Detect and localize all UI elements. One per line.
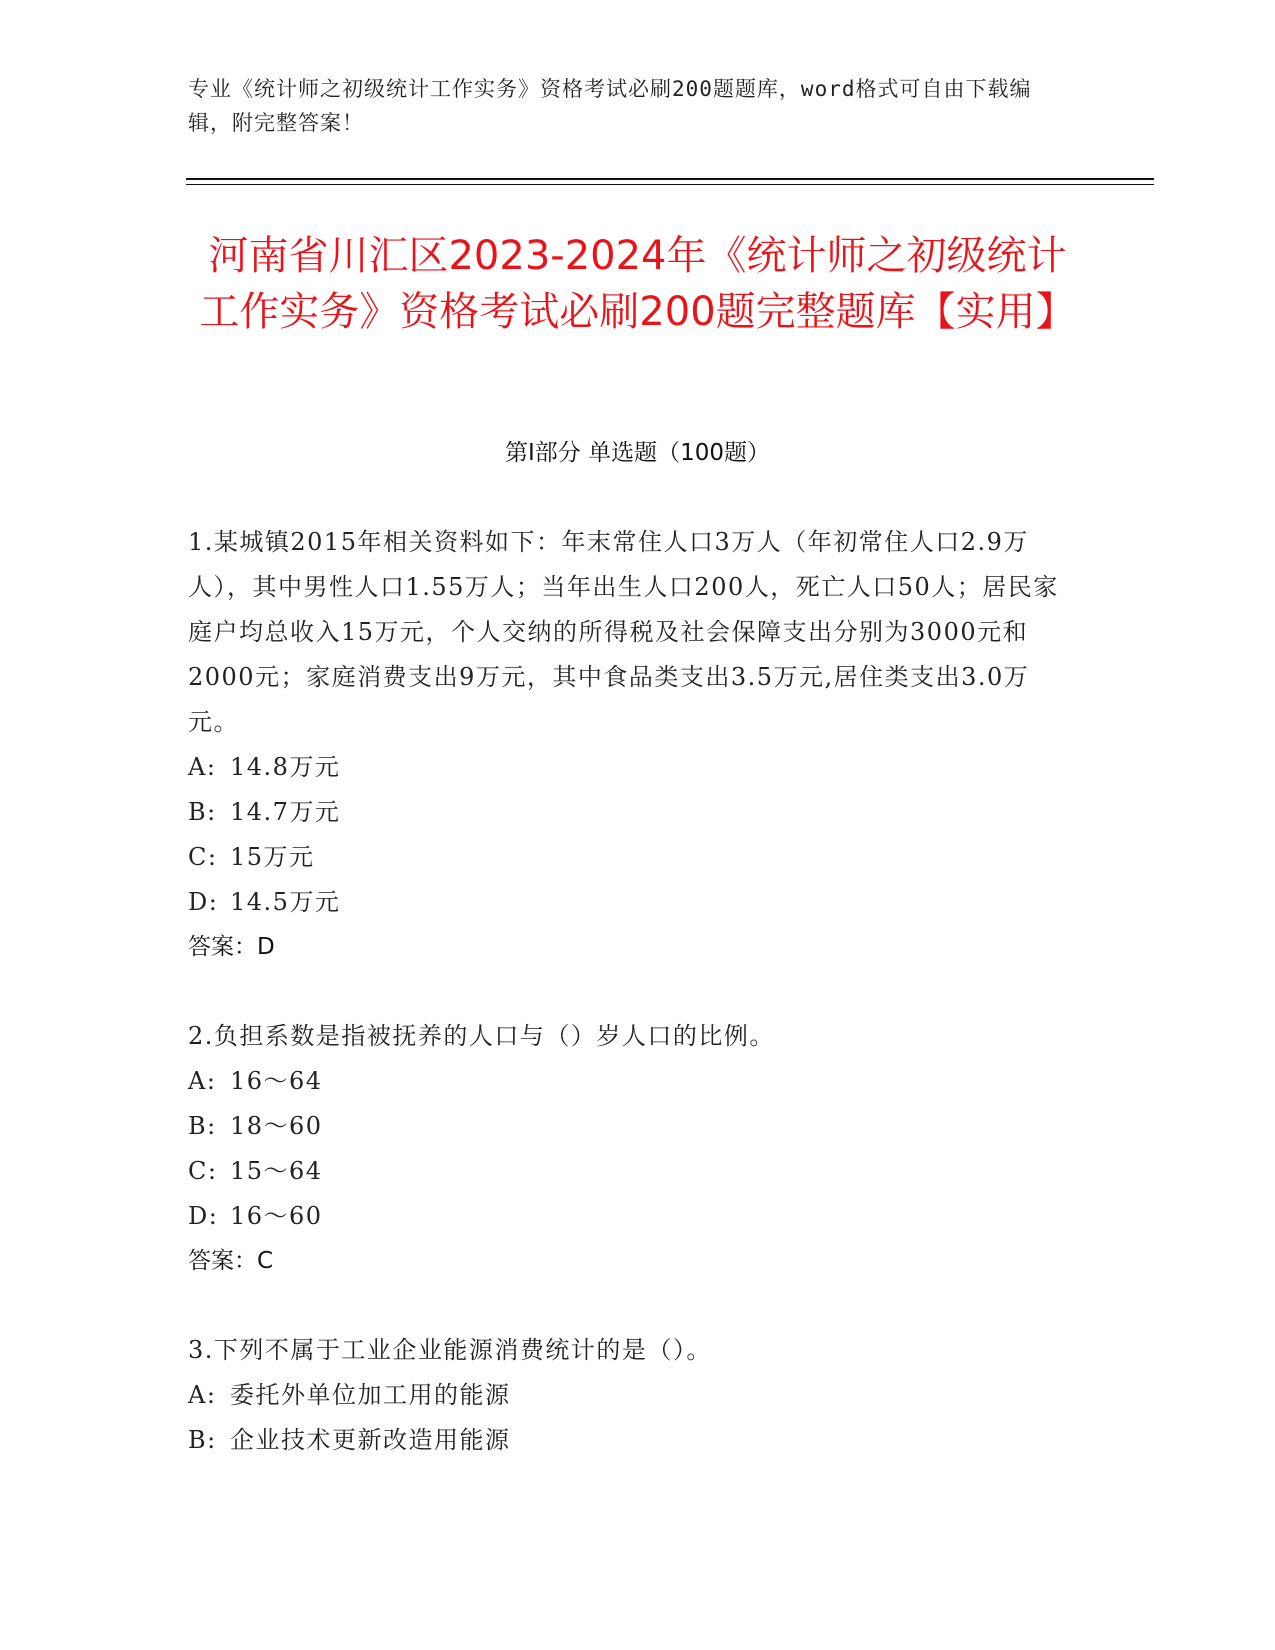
option-text: 委托外单位加工用的能源 xyxy=(230,1381,511,1409)
question-1 xyxy=(188,520,1068,970)
option-text: 15～64 xyxy=(230,1157,323,1185)
option-text: 18～60 xyxy=(230,1112,323,1140)
option-b xyxy=(188,1104,1068,1149)
option-a xyxy=(188,745,1068,790)
option-text: 14.5万元 xyxy=(230,888,341,916)
option-text: 16～60 xyxy=(230,1202,323,1230)
option-key: B: xyxy=(188,798,217,826)
answer: 答案：D xyxy=(188,934,275,960)
option-text: 16～64 xyxy=(230,1067,323,1095)
answer: 答案：C xyxy=(188,1248,274,1274)
option-key: A: xyxy=(188,1067,217,1095)
option-key: B: xyxy=(188,1426,217,1454)
question-3 xyxy=(188,1328,1068,1463)
option-key: B: xyxy=(188,1112,217,1140)
option-c xyxy=(188,835,1068,880)
question-2 xyxy=(188,1014,1068,1284)
option-b xyxy=(188,790,1068,835)
header-note: 专业《统计师之初级统计工作实务》资格考试必刷200题题库，word格式可自由下载编辑，附完整答案！ xyxy=(188,77,1032,135)
option-a xyxy=(188,1373,1068,1418)
option-text: 14.7万元 xyxy=(230,798,341,826)
option-key: C: xyxy=(188,1157,218,1185)
header-rule-thick xyxy=(186,178,1154,180)
option-c xyxy=(188,1149,1068,1194)
option-key: D: xyxy=(188,1202,219,1230)
question-stem: 3.下列不属于工业企业能源消费统计的是（）。 xyxy=(188,1336,712,1364)
option-key: A: xyxy=(188,753,217,781)
option-key: C: xyxy=(188,843,218,871)
header-rule-thin xyxy=(186,184,1154,185)
question-list xyxy=(188,520,1068,1507)
option-text: 企业技术更新改造用能源 xyxy=(230,1426,511,1454)
option-b xyxy=(188,1418,1068,1463)
section-title: 第I部分 单选题（100题） xyxy=(505,440,770,466)
option-d xyxy=(188,1194,1068,1239)
option-key: D: xyxy=(188,888,219,916)
option-key: A: xyxy=(188,1381,217,1409)
option-text: 14.8万元 xyxy=(230,753,341,781)
question-stem: 1.某城镇2015年相关资料如下：年末常住人口3万人（年初常住人口2.9万人），其中男性人口1.55万人；当年出生人口200人，死亡人口50人；居民家庭户均总收入15万元，个人交纳的所得税及社会保障支出分别为3000元和2000元；家庭消费支出9万元，其中食品类支出3.5万元,居住类支出3.0万元。 xyxy=(188,528,1059,736)
option-a xyxy=(188,1059,1068,1104)
question-stem: 2.负担系数是指被抚养的人口与（）岁人口的比例。 xyxy=(188,1022,775,1050)
option-text: 15万元 xyxy=(230,843,315,871)
option-d xyxy=(188,880,1068,925)
document-title: 河南省川汇区2023-2024年《统计师之初级统计工作实务》资格考试必刷200题完整题库【实用】 xyxy=(199,233,1076,335)
